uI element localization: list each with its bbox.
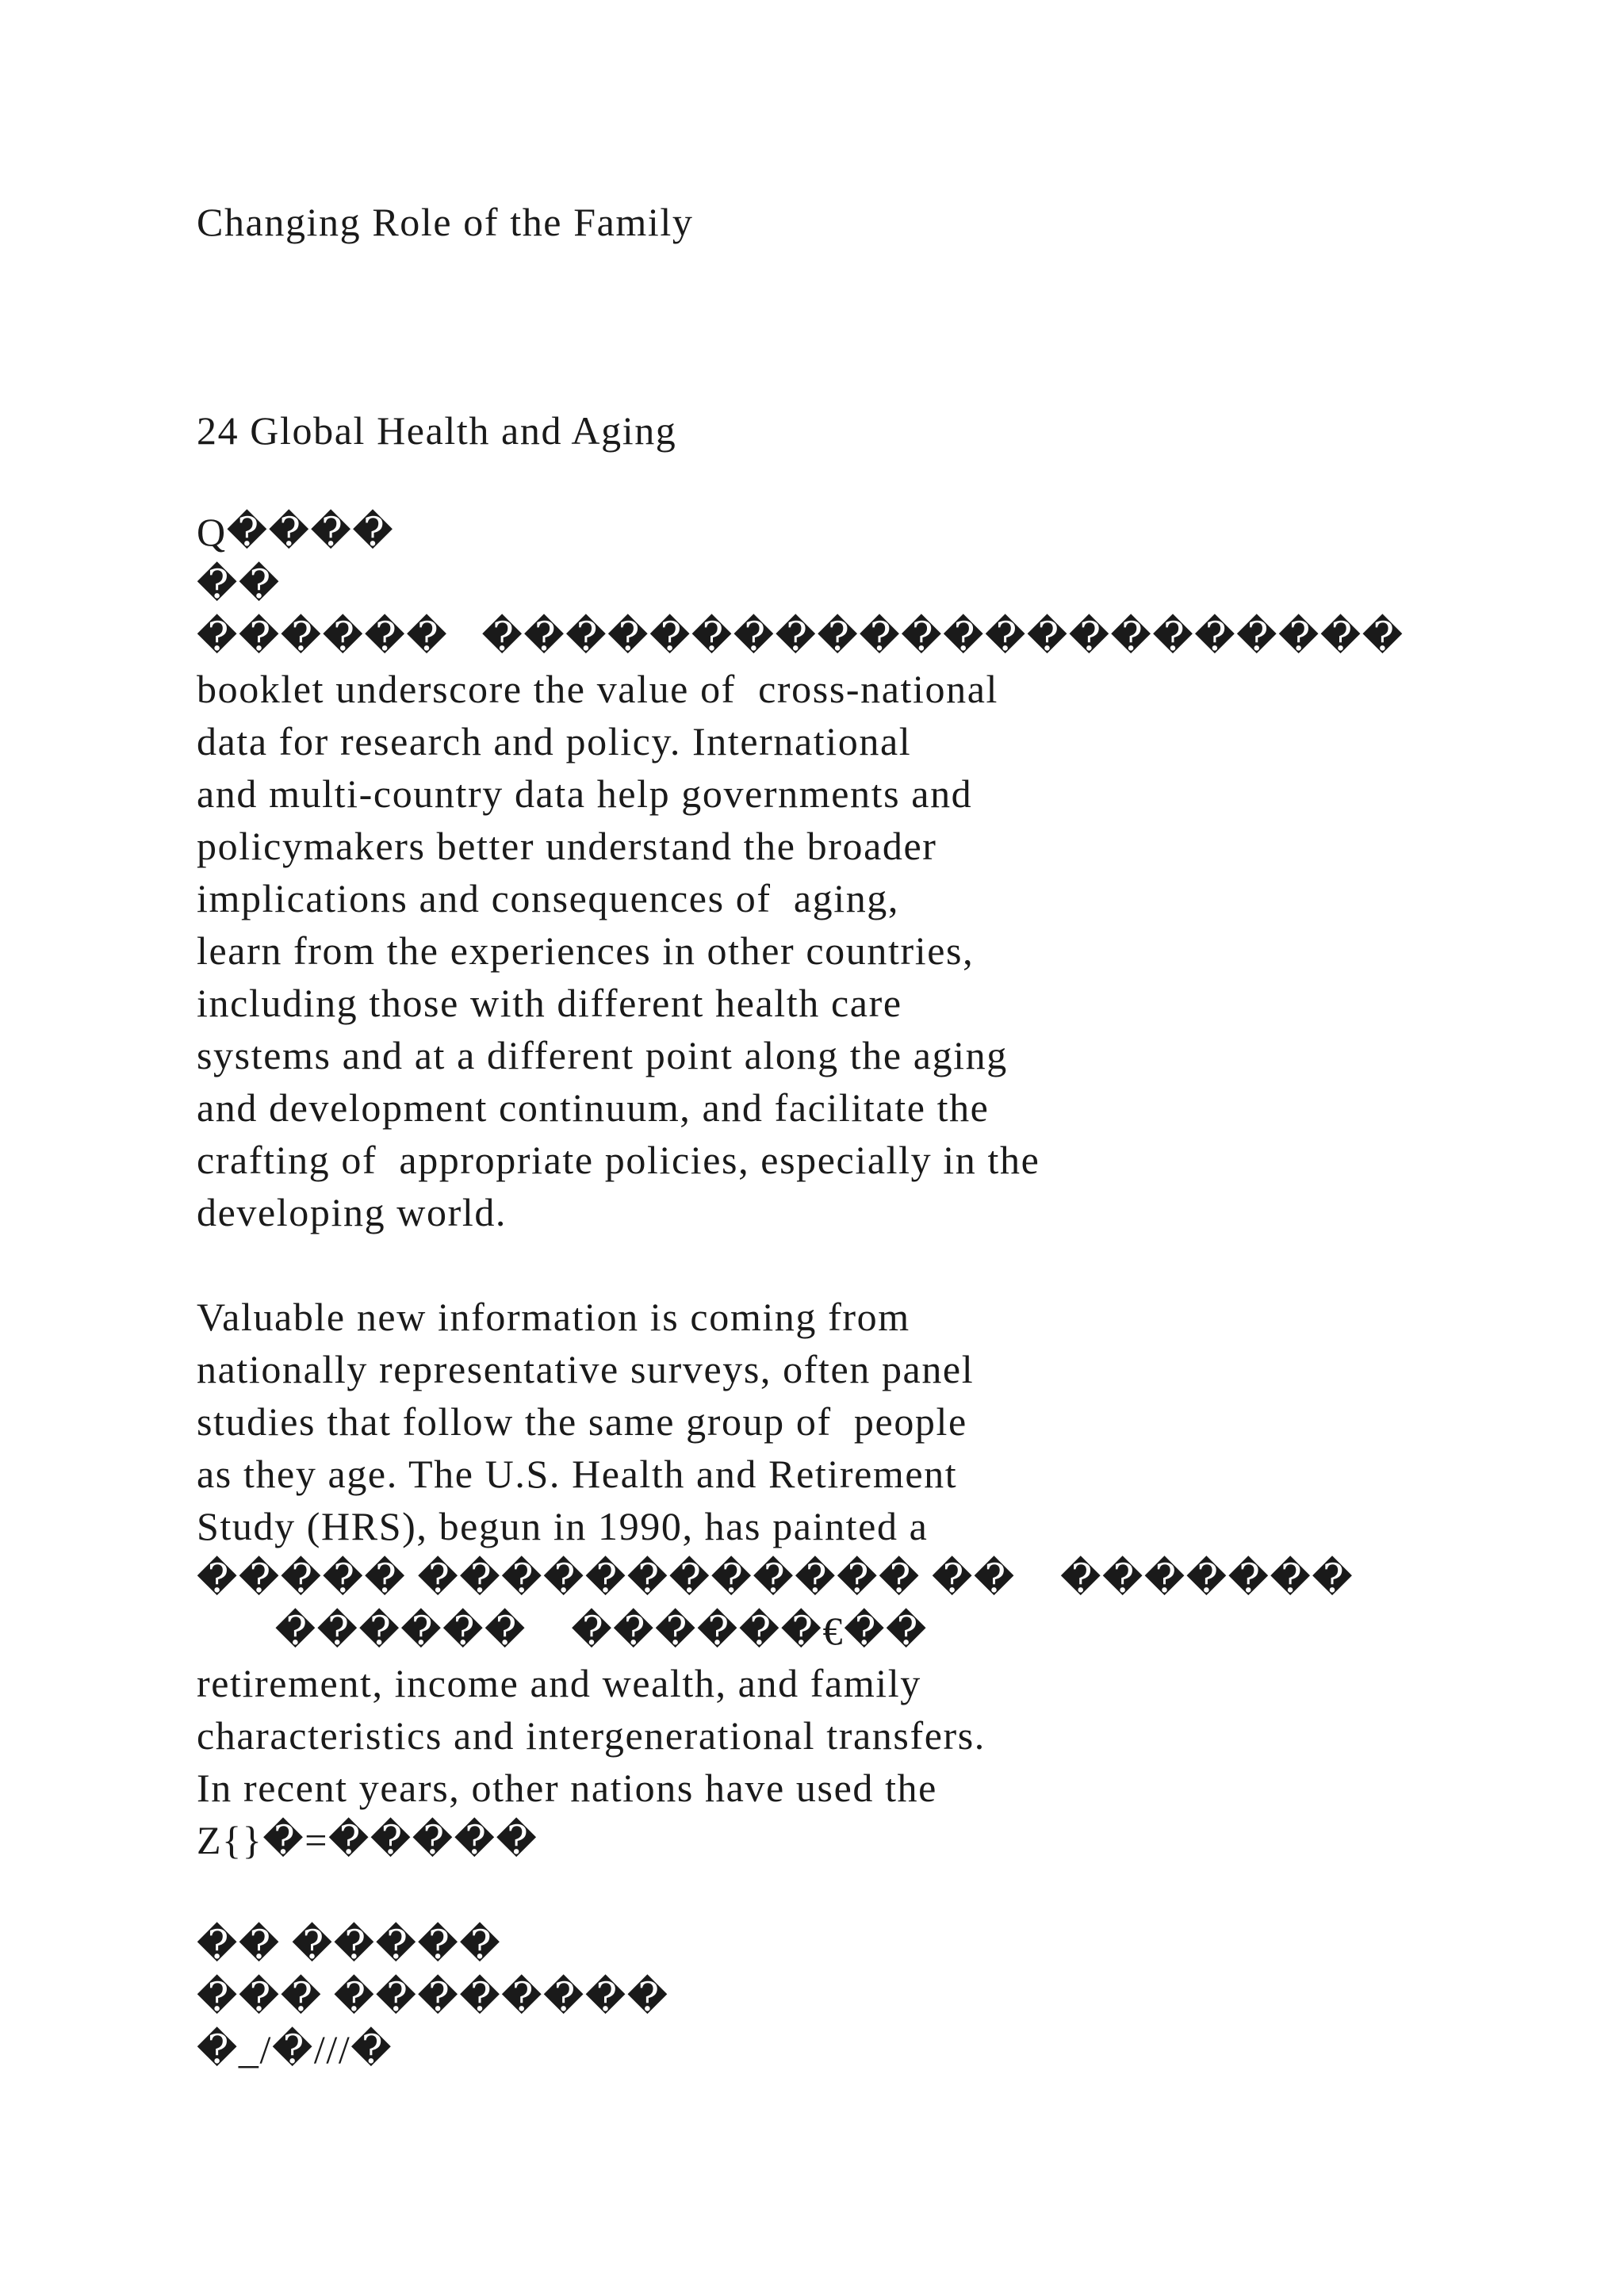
text-line: Study (HRS), begun in 1990, has painted a — [197, 1504, 929, 1548]
text-line: ����� ������������ �� ������� — [197, 1556, 1354, 1601]
text-line: characteristics and intergenerational transfers. — [197, 1713, 986, 1758]
text-line: ������ ������€�� — [197, 1609, 928, 1653]
text-line: nationally representative surveys, often panel — [197, 1347, 975, 1391]
text-line: crafting of appropriate policies, especially in the — [197, 1138, 1040, 1182]
text-line: data for research and policy. International — [197, 719, 912, 763]
text-line: �� ����� — [197, 1923, 502, 1967]
text-line: Valuable new information is coming from — [197, 1295, 910, 1339]
text-line: and development continuum, and facilitate the — [197, 1085, 990, 1130]
text-line: policymakers better understand the broader — [197, 824, 937, 868]
text-line: �� — [197, 562, 281, 607]
text-line: implications and consequences of aging, — [197, 876, 899, 920]
text-line: ������ ���������������������� — [197, 614, 1404, 659]
text-line: systems and at a different point along the aging — [197, 1033, 1008, 1077]
section-title: Changing Role of the Family — [197, 200, 694, 244]
text-line: including those with different health care — [197, 981, 902, 1025]
text-line: Q���� — [197, 510, 395, 554]
text-line: ��� �������� — [197, 1975, 669, 2019]
text-line: booklet underscore the value of cross-national — [197, 667, 998, 711]
text-line: �_/�///� — [197, 2027, 393, 2072]
text-line: as they age. The U.S. Health and Retirement — [197, 1452, 958, 1496]
text-line: Z{}�=����� — [197, 1818, 538, 1862]
text-line: developing world. — [197, 1190, 508, 1234]
text-line: In recent years, other nations have used the — [197, 1766, 937, 1810]
text-line: studies that follow the same group of people — [197, 1399, 967, 1444]
page-header: 24 Global Health and Aging — [197, 408, 677, 453]
text-line: and multi-country data help governments and — [197, 771, 973, 816]
text-line: learn from the experiences in other countries, — [197, 928, 975, 973]
text-line: retirement, income and wealth, and family — [197, 1661, 921, 1705]
